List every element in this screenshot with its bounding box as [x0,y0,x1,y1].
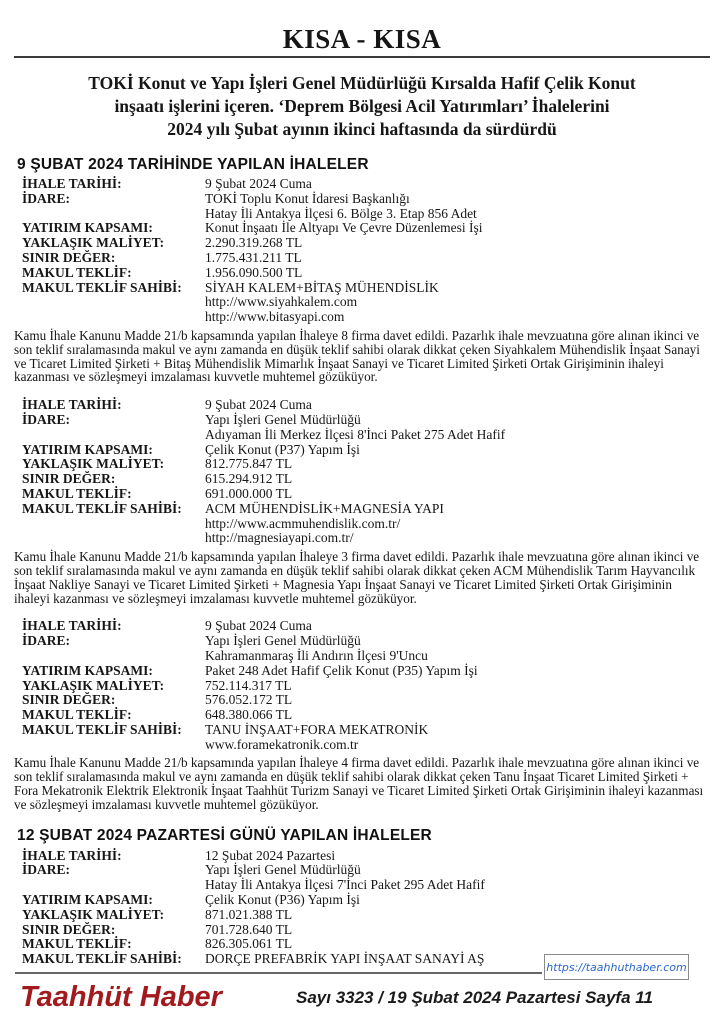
field-label: MAKUL TEKLİF SAHİBİ: [22,951,182,967]
field-label: MAKUL TEKLİF: [22,707,132,723]
field-row [22,923,710,938]
headline-line-2: inşaatı işlerini içeren. ‘Deprem Bölgesi Acil Yatırımları’ İhalelerini [114,96,610,116]
field-row [22,893,710,908]
field-label [22,207,205,222]
field-label: SINIR DEĞER: [22,921,116,937]
headline [40,72,684,141]
field-label: İHALE TARİHİ: [22,176,122,191]
field-row [22,531,710,546]
field-row [22,708,710,723]
tender-block-2 [14,398,710,605]
field-row [22,908,710,923]
field-row [22,738,710,753]
page-title: KISA - KISA [282,24,442,54]
field-row [22,413,710,428]
field-label: YAKLAŞIK MALİYET: [22,456,165,472]
tender-block-3 [14,619,710,811]
field-label: İHALE TARİHİ: [22,847,122,863]
field-label [22,428,205,443]
field-value: www.foramekatronik.com.tr [205,736,359,752]
field-value: 691.000.000 TL [205,485,293,501]
field-value: TOKİ Toplu Konut İdaresi Başkanlığı [205,190,410,206]
field-label [22,310,205,325]
field-row [22,251,710,266]
field-row [22,878,710,893]
field-label: SINIR DEĞER: [22,471,116,487]
field-row [22,207,710,222]
page-footer [0,950,724,1024]
field-value: http://www.bitasyapi.com [205,309,345,325]
field-label: SINIR DEĞER: [22,249,116,265]
field-label: MAKUL TEKLİF: [22,936,132,952]
field-label: YATIRIM KAPSAMI: [22,662,153,678]
group-header-feb-12: 12 ŞUBAT 2024 PAZARTESİ GÜNÜ YAPILAN İHALELER [17,826,432,844]
field-value: http://www.acmmuhendislik.com.tr/ [205,515,401,531]
field-label: İHALE TARİHİ: [22,397,122,413]
field-row [22,679,710,694]
field-label [22,649,205,664]
field-row [22,443,710,458]
field-value: 752.114.317 TL [205,677,292,693]
field-label [22,878,205,893]
field-row [22,487,710,502]
tender-2-note: Kamu İhale Kanunu Madde 21/b kapsamında yapılan İhaleye 3 firma davet edildi. Pazarlık ihale mevzuatına göre alınan ikinci ve son teklif sıralamasında makul ve aynı zamanda en düşük teklif sahibi olarak dikkat çeken ACM Mühendislik Tarım Hayvancılık İnşaat Nakliye Sanayi ve Ticaret Limited Şirketi + Magnesia Yapı İnşaat Sanayi ve Ticaret Limited Şirketi Ortak Girişiminin ihaleyi kazanması ve sözleşmeyi imzalaması kuvvetle muhtemel gözüküyor. [14,549,700,606]
tender-3-fields [14,619,710,752]
field-label: MAKUL TEKLİF SAHİBİ: [22,500,182,516]
field-value: Yapı İşleri Genel Müdürlüğü [205,633,361,649]
tender-3-note: Kamu İhale Kanunu Madde 21/b kapsamında yapılan İhaleye 4 firma davet edildi. Pazarlık ihale mevzuatına göre alınan ikinci ve son teklif sıralamasında makul ve aynı zamanda en düşük teklif sahibi olarak dikkat çeken Tanu İnşaat Ticaret Limited Şirketi + Fora Mekatronik Elektrik Elektronik İnşaat Taahhüt Turizm Sanayi ve Ticaret Limited Şirketi Ortak Girişiminin ihaleyi kazanması ve sözleşmeyi imzalaması kuvvetle muhtemel gözüküyor. [14,755,704,812]
tender-2-fields [14,398,710,546]
field-label: İDARE: [22,633,71,649]
field-label: MAKUL TEKLİF: [22,485,132,501]
field-label: MAKUL TEKLİF SAHİBİ: [22,279,182,295]
field-row [22,502,710,517]
field-row [22,619,710,634]
field-value: 615.294.912 TL [205,471,293,487]
field-label [22,531,205,546]
field-label: MAKUL TEKLİF: [22,264,132,280]
field-row [22,192,710,207]
field-value: Hatay İli Antakya İlçesi 7'İnci Paket 295 Adet Hafif [205,877,485,893]
field-label: YAKLAŞIK MALİYET: [22,677,165,693]
field-value: ACM MÜHENDİSLİK+MAGNESİA YAPI [205,500,444,516]
field-value: 9 Şubat 2024 Cuma [205,618,312,634]
field-value: http://magnesiayapi.com.tr/ [205,530,354,546]
field-value: 648.380.066 TL [205,707,293,723]
field-value: Konut İnşaatı İle Altyapı Ve Çevre Düzenlemesi İşi [205,220,483,236]
field-label: MAKUL TEKLİF SAHİBİ: [22,721,182,737]
field-value: 1.775.431.211 TL [205,249,302,265]
group-header-feb-9: 9 ŞUBAT 2024 TARİHİNDE YAPILAN İHALELER [17,156,369,173]
field-row [22,310,710,325]
field-label: YAKLAŞIK MALİYET: [22,906,165,922]
field-label [22,517,205,532]
footer-rule [15,972,542,974]
issue-line: Sayı 3323 / 19 Şubat 2024 Pazartesi Sayfa 11 [296,988,653,1007]
field-value: 826.305.061 TL [205,936,293,952]
field-label: YATIRIM KAPSAMI: [22,220,153,236]
field-row [22,236,710,251]
field-label: İHALE TARİHİ: [22,618,122,634]
field-row [22,221,710,236]
field-value: Yapı İşleri Genel Müdürlüğü [205,862,361,878]
field-label: İDARE: [22,190,71,206]
tender-block-1 [14,177,710,384]
field-value: 812.775.847 TL [205,456,293,472]
field-value: 2.290.319.268 TL [205,235,303,251]
field-value: Hatay İli Antakya İlçesi 6. Bölge 3. Etap 856 Adet [205,205,477,221]
field-row [22,472,710,487]
field-value: 1.956.090.500 TL [205,264,303,280]
field-value: 871.021.388 TL [205,906,293,922]
field-value: Paket 248 Adet Hafif Çelik Konut (P35) Yapım İşi [205,662,478,678]
field-value: TANU İNŞAAT+FORA MEKATRONİK [205,721,429,737]
field-row [22,723,710,738]
site-url-text: https://taahhuthaber.com [546,960,687,974]
field-label [22,738,205,753]
field-value: 701.728.640 TL [205,921,293,937]
publisher-logo: Taahhüt Haber [20,981,222,1013]
field-row [22,517,710,532]
field-value: 9 Şubat 2024 Cuma [205,397,312,413]
field-label: YATIRIM KAPSAMI: [22,441,153,457]
header-rule [14,56,710,58]
field-label: SINIR DEĞER: [22,692,116,708]
field-value: 12 Şubat 2024 Pazartesi [205,847,336,863]
field-value: Çelik Konut (P37) Yapım İşi [205,441,360,457]
field-row [22,849,710,864]
headline-line-3: 2024 yılı Şubat ayının ikinci haftasında da sürdürdü [167,119,557,139]
field-value: 9 Şubat 2024 Cuma [205,176,312,191]
field-value: Kahramanmaraş İli Andırın İlçesi 9'Uncu [205,647,428,663]
field-row [22,693,710,708]
field-row [22,428,710,443]
field-row [22,398,710,413]
field-row [22,649,710,664]
field-label: YATIRIM KAPSAMI: [22,892,153,908]
headline-line-1: TOKİ Konut ve Yapı İşleri Genel Müdürlüğü Kırsalda Hafif Çelik Konut [88,73,636,93]
field-row [22,281,710,296]
field-row [22,177,710,192]
field-row [22,863,710,878]
field-label: YAKLAŞIK MALİYET: [22,235,165,251]
field-row [22,664,710,679]
field-value: Çelik Konut (P36) Yapım İşi [205,892,360,908]
field-value: http://www.siyahkalem.com [205,294,358,310]
field-value: Adıyaman İli Merkez İlçesi 8'İnci Paket 275 Adet Hafif [205,426,506,442]
field-value: 576.052.172 TL [205,692,293,708]
field-label [22,295,205,310]
field-value: SİYAH KALEM+BİTAŞ MÜHENDİSLİK [205,279,439,295]
field-value: DORÇE PREFABRİK YAPI İNŞAAT SANAYİ AŞ [205,951,485,967]
field-row [22,457,710,472]
site-url-link[interactable] [544,954,689,980]
tender-1-fields [14,177,710,325]
field-row [22,295,710,310]
field-label: İDARE: [22,411,71,427]
field-row [22,634,710,649]
tender-1-note: Kamu İhale Kanunu Madde 21/b kapsamında yapılan İhaleye 8 firma davet edildi. Pazarlık ihale mevzuatına göre alınan ikinci ve son teklif sıralamasında makul ve aynı zamanda en düşük teklif sahibi olarak dikkat çeken Siyahkalem Mühendislik İnşaat Sanayi ve Ticaret Limited Şirketi + Bitaş Mühendislik Mimarlık İnşaat Sanayi ve Ticaret Limited Şirketi Ortak Girişiminin ihaleyi kazanması ve sözleşmeyi imzalaması kuvvetle muhtemel gözüküyor. [14,327,700,385]
field-row [22,266,710,281]
field-label: İDARE: [22,862,71,878]
field-value: Yapı İşleri Genel Müdürlüğü [205,411,361,427]
